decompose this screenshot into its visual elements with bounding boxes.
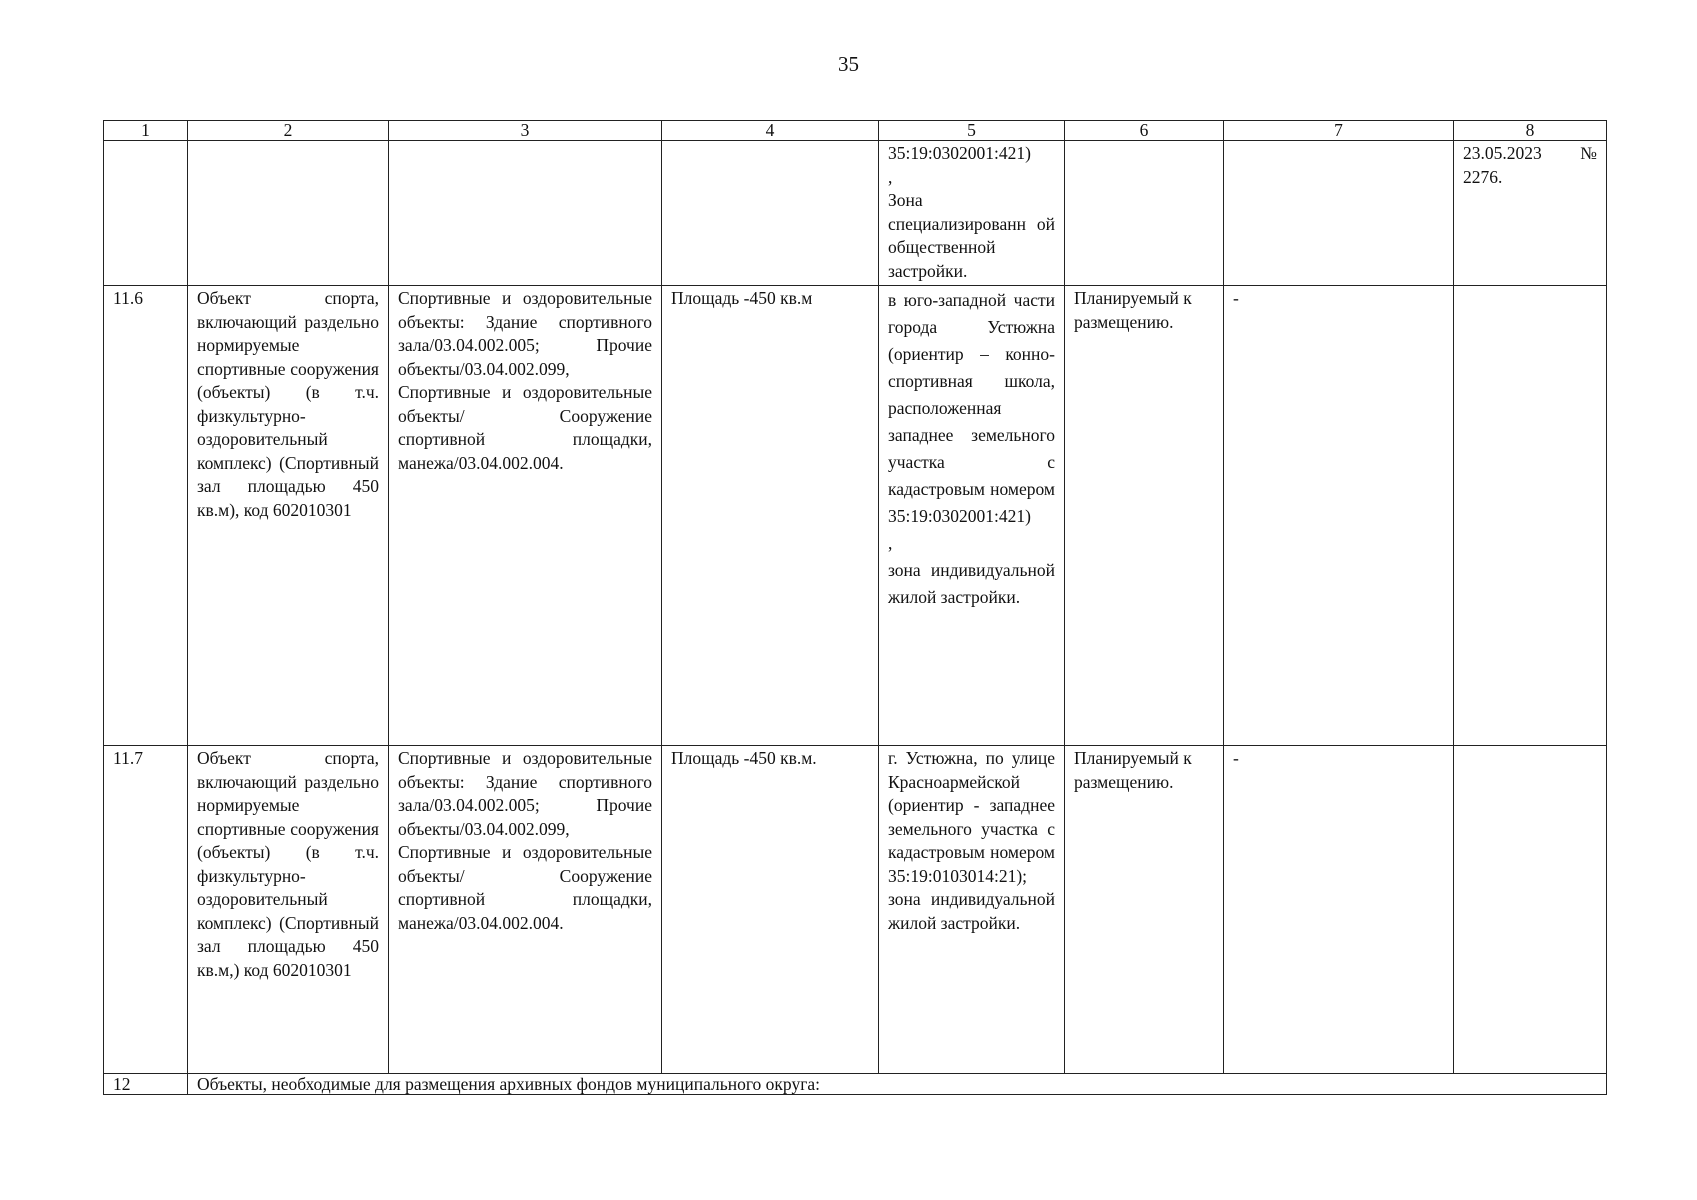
column-number: 6 bbox=[1065, 121, 1224, 141]
note-cell: 23.05.2023 № 2276. bbox=[1454, 141, 1607, 286]
section-title-cell: Объекты, необходимые для размещения архивных фондов муниципального округа: bbox=[188, 1074, 1607, 1095]
status-cell: Планируемый к размещению. bbox=[1065, 746, 1224, 1074]
note-cell bbox=[1454, 746, 1607, 1074]
characteristics-cell bbox=[662, 141, 879, 286]
characteristics-cell: Площадь -450 кв.м. bbox=[662, 746, 879, 1074]
status-cell: Планируемый к размещению. bbox=[1065, 286, 1224, 746]
zones-cell: - bbox=[1224, 746, 1454, 1074]
note-cell bbox=[1454, 286, 1607, 746]
characteristics-cell: Площадь -450 кв.м bbox=[662, 286, 879, 746]
object-type-cell bbox=[389, 141, 662, 286]
zones-cell: - bbox=[1224, 286, 1454, 746]
object-name-cell bbox=[188, 141, 389, 286]
location-cell: 35:19:0302001:421) , Зона специализированн ой общественной застройки. bbox=[879, 141, 1065, 286]
status-cell bbox=[1065, 141, 1224, 286]
planning-objects-table bbox=[103, 120, 1607, 1095]
row-number-cell: 11.6 bbox=[104, 286, 188, 746]
column-number: 4 bbox=[662, 121, 879, 141]
row-number-cell: 11.7 bbox=[104, 746, 188, 1074]
column-number: 5 bbox=[879, 121, 1065, 141]
column-number: 1 bbox=[104, 121, 188, 141]
object-name-cell: Объект спорта, включающий раздельно нормируемые спортивные сооружения (объекты) (в т.ч. физкультурно-оздоровительный комплекс) (Спортивный зал площадью 450 кв.м), код 602010301 bbox=[188, 286, 389, 746]
object-type-cell: Спортивные и оздоровительные объекты: Здание спортивного зала/03.04.002.005; Прочие объекты/03.04.002.099, Спортивные и оздоровительные объекты/ Сооружение спортивной площадки, манежа/03.04.002.004. bbox=[389, 746, 662, 1074]
object-type-cell: Спортивные и оздоровительные объекты: Здание спортивного зала/03.04.002.005; Прочие объекты/03.04.002.099, Спортивные и оздоровительные объекты/ Сооружение спортивной площадки, манежа/03.04.002.004. bbox=[389, 286, 662, 746]
table-row-11-6 bbox=[104, 286, 1607, 746]
section-row-12 bbox=[104, 1074, 1607, 1095]
table-row-11-7 bbox=[104, 746, 1607, 1074]
column-number-row bbox=[104, 121, 1607, 141]
column-number: 7 bbox=[1224, 121, 1454, 141]
zones-cell bbox=[1224, 141, 1454, 286]
column-number: 8 bbox=[1454, 121, 1607, 141]
location-cell: в юго-западной части города Устюжна (ориентир – конно-спортивная школа, расположенная западнее земельного участка с кадастровым номером 35:19:0302001:421) , зона индивидуальной жилой застройки. bbox=[879, 286, 1065, 746]
object-name-cell: Объект спорта, включающий раздельно нормируемые спортивные сооружения (объекты) (в т.ч. физкультурно-оздоровительный комплекс) (Спортивный зал площадью 450 кв.м,) код 602010301 bbox=[188, 746, 389, 1074]
row-number-cell bbox=[104, 141, 188, 286]
location-cell: г. Устюжна, по улице Красноармейской (ориентир - западнее земельного участка с кадастровым номером 35:19:0103014:21); зона индивидуальной жилой застройки. bbox=[879, 746, 1065, 1074]
column-number: 2 bbox=[188, 121, 389, 141]
table-row-continuation bbox=[104, 141, 1607, 286]
column-number: 3 bbox=[389, 121, 662, 141]
section-number-cell: 12 bbox=[104, 1074, 188, 1095]
page-number: 35 bbox=[838, 52, 859, 76]
